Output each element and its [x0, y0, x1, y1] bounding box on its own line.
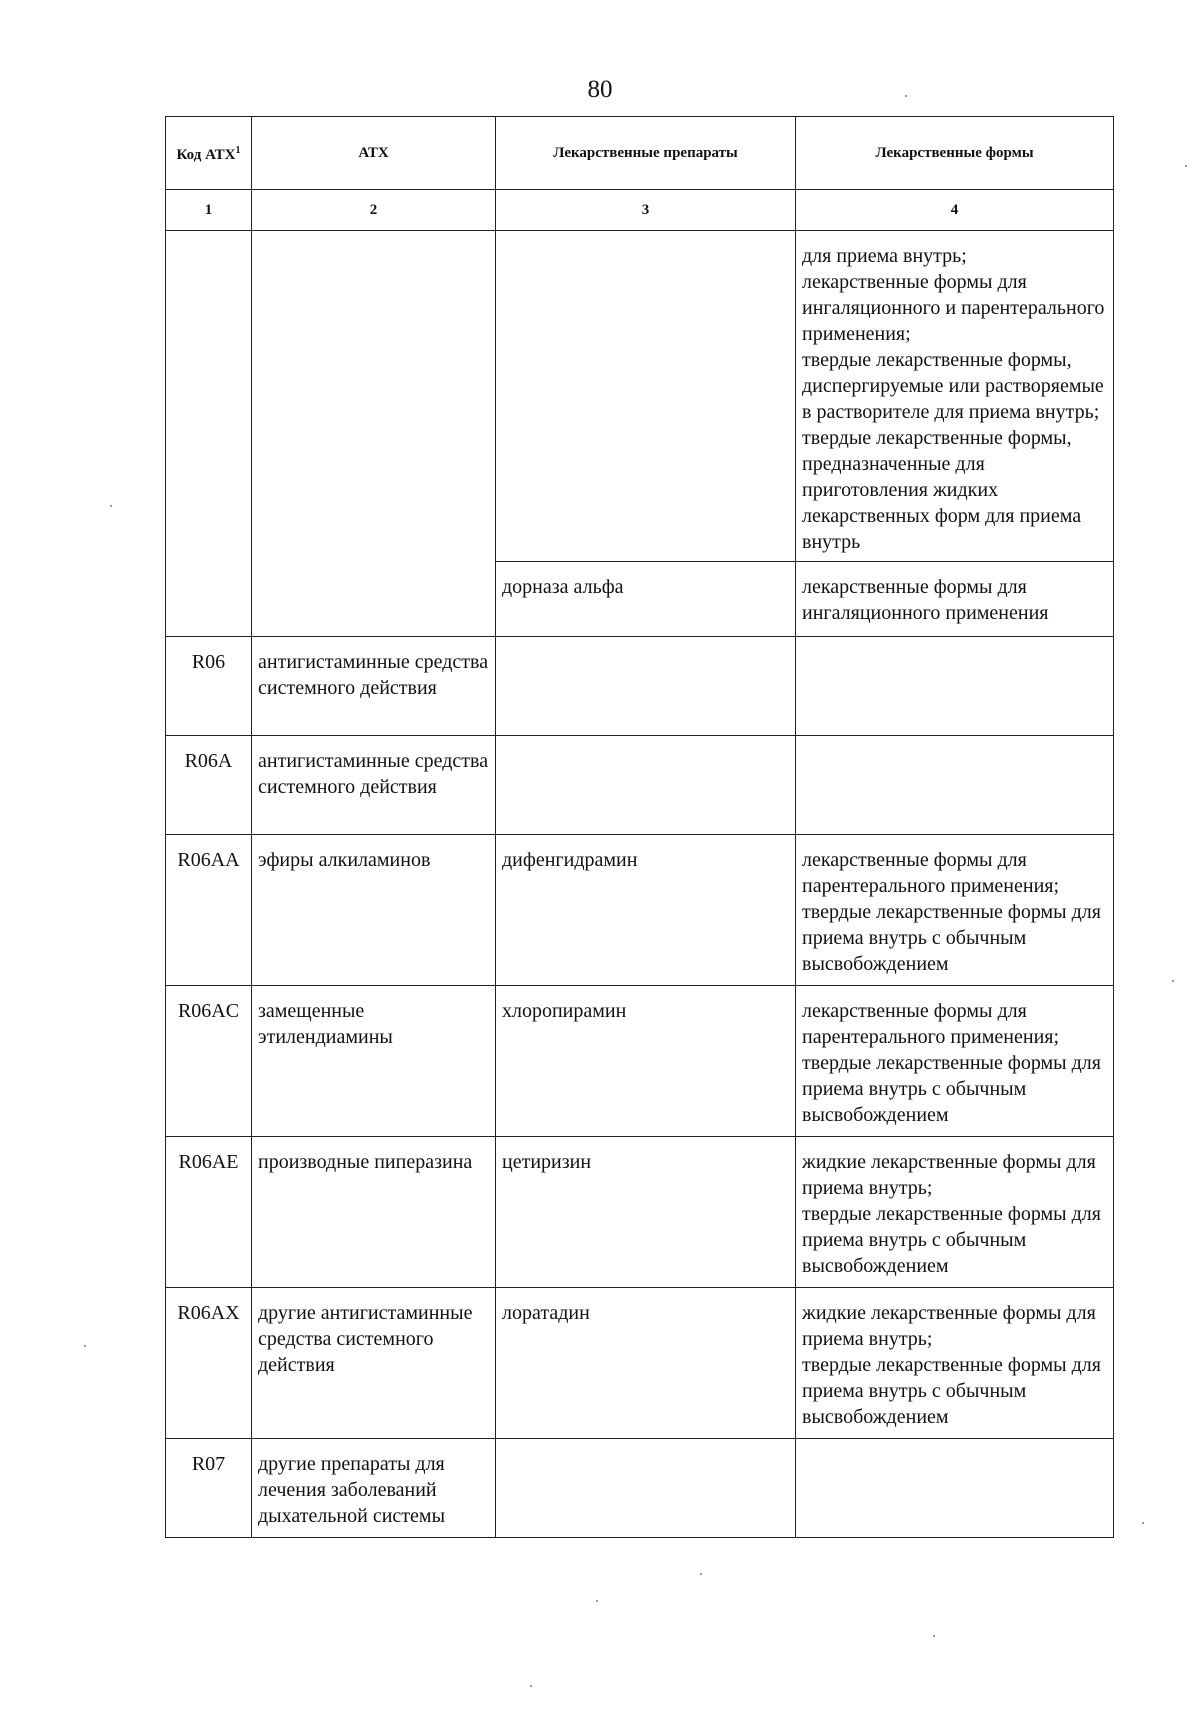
- scan-speck: [905, 95, 907, 97]
- atx-name-cell: производные пиперазина: [252, 1137, 496, 1288]
- table-row: [166, 986, 1114, 1137]
- forms-cell: [796, 1439, 1114, 1538]
- scan-speck: [933, 1635, 935, 1637]
- atx-name-cell: [252, 231, 496, 637]
- column-number: 3: [496, 190, 796, 231]
- atx-code-cell: R06AA: [166, 835, 252, 986]
- drug-cell: лоратадин: [496, 1288, 796, 1439]
- column-number: 1: [166, 190, 252, 231]
- column-number-row: [166, 190, 1114, 231]
- forms-cell: [796, 736, 1114, 835]
- page-number: 80: [587, 76, 613, 103]
- drug-cell: [496, 637, 796, 736]
- forms-cell: лекарственные формы для парентерального применения; твердые лекарственные формы для приема внутрь с обычным высвобождением: [796, 986, 1114, 1137]
- atx-code-cell: [166, 231, 252, 637]
- scan-speck: [1185, 165, 1187, 167]
- atx-name-cell: замещенные этилендиамины: [252, 986, 496, 1137]
- table-row: [166, 835, 1114, 986]
- column-number: 4: [796, 190, 1114, 231]
- table-row: [166, 1439, 1114, 1538]
- drug-cell: [496, 736, 796, 835]
- column-number: 2: [252, 190, 496, 231]
- table-row: [166, 637, 1114, 736]
- scan-speck: [84, 1345, 86, 1347]
- header-atx: АТХ: [252, 117, 496, 190]
- scan-speck: [110, 505, 112, 507]
- drug-cell: дорназа альфа: [496, 562, 796, 637]
- drug-table: [165, 116, 1114, 1538]
- scan-speck: [530, 1685, 532, 1687]
- header-code: Код АТХ$^1$: [166, 117, 252, 190]
- table-row: [166, 1137, 1114, 1288]
- forms-cell: жидкие лекарственные формы для приема внутрь; твердые лекарственные формы для приема внутрь с обычным высвобождением: [796, 1288, 1114, 1439]
- forms-cell: для приема внутрь; лекарственные формы для ингаляционного и парентерального применения; твердые лекарственные формы, диспергируемые или растворяемые в растворителе для приема внутрь; твердые лекарственные формы, предназначенные для приготовления жидких лекарственных форм для приема внутрь: [796, 231, 1114, 562]
- drug-cell: дифенгидрамин: [496, 835, 796, 986]
- atx-code-cell: R07: [166, 1439, 252, 1538]
- forms-cell: [796, 637, 1114, 736]
- atx-code-cell: R06AE: [166, 1137, 252, 1288]
- header-drugs: Лекарственные препараты: [496, 117, 796, 190]
- forms-cell: жидкие лекарственные формы для приема внутрь; твердые лекарственные формы для приема внутрь с обычным высвобождением: [796, 1137, 1114, 1288]
- scan-speck: [1142, 1522, 1144, 1524]
- atx-code-cell: R06AC: [166, 986, 252, 1137]
- drug-cell: хлоропирамин: [496, 986, 796, 1137]
- drug-cell: цетиризин: [496, 1137, 796, 1288]
- drug-cell: [496, 231, 796, 562]
- scan-speck: [1172, 980, 1174, 982]
- table-row: [166, 1288, 1114, 1439]
- drug-cell: [496, 1439, 796, 1538]
- atx-code-cell: R06: [166, 637, 252, 736]
- atx-name-cell: другие препараты для лечения заболеваний дыхательной системы: [252, 1439, 496, 1538]
- atx-name-cell: антигистаминные средства системного действия: [252, 637, 496, 736]
- table-row: [166, 231, 1114, 562]
- atx-name-cell: антигистаминные средства системного действия: [252, 736, 496, 835]
- atx-code-cell: R06A: [166, 736, 252, 835]
- footnote-mark: 1: [235, 145, 241, 156]
- forms-cell: лекарственные формы для парентерального применения; твердые лекарственные формы для приема внутрь с обычным высвобождением: [796, 835, 1114, 986]
- scan-speck: [596, 1600, 598, 1602]
- forms-cell: лекарственные формы для ингаляционного применения: [796, 562, 1114, 637]
- drug-table-container: [165, 116, 1113, 1538]
- header-row: [166, 117, 1114, 190]
- atx-name-cell: другие антигистаминные средства системного действия: [252, 1288, 496, 1439]
- table-row: [166, 736, 1114, 835]
- header-forms: Лекарственные формы: [796, 117, 1114, 190]
- scan-speck: [700, 1573, 702, 1575]
- atx-name-cell: эфиры алкиламинов: [252, 835, 496, 986]
- atx-code-cell: R06AX: [166, 1288, 252, 1439]
